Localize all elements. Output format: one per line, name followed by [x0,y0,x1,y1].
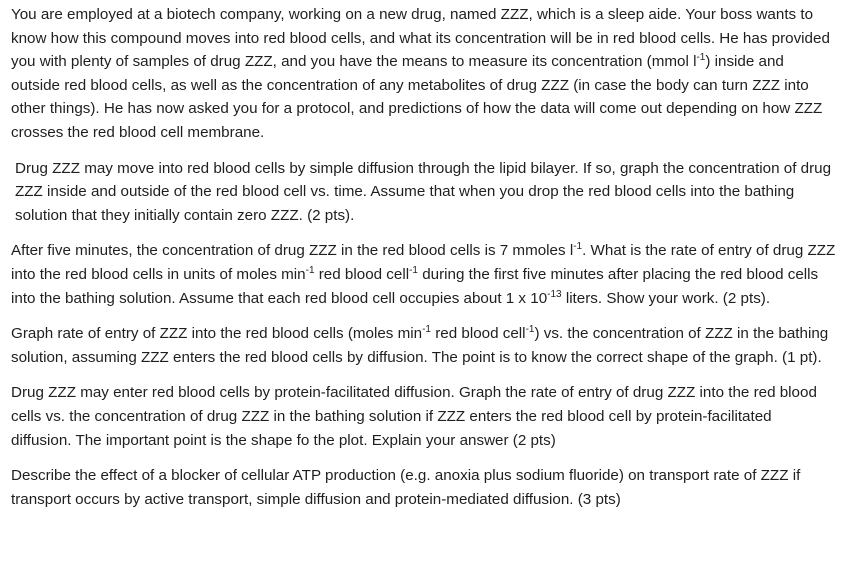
question-atp-blocker [11,464,836,511]
question-2-superscript-1: -1 [573,241,583,253]
question-simple-diffusion-graph [11,157,836,228]
question-1-text: Drug ZZZ may move into red blood cells by simple diffusion through the lipid bilayer. If so, graph the concentration of drug ZZZ inside and outside of the red blood cell vs. time. Assume that when you drop the red blood cells into the bathing solution that they initially contain zero ZZZ. (2 pts). [15,159,832,224]
question-2-superscript-4: -13 [547,288,562,300]
question-2-text-2: . What is the rate of entry of drug ZZZ into the red blood cells in units of moles min [11,242,836,283]
question-rate-vs-concentration [11,322,836,369]
question-3-text-1: Graph rate of entry of ZZZ into the red blood cells (moles min [11,325,423,343]
question-3-text-3: ) vs. the concentration of ZZZ in the bathing solution, assuming ZZZ enters the red blood cells by diffusion. The point is to know the correct shape of the graph. (1 pt). [11,325,829,366]
question-2-superscript-3: -1 [409,264,418,276]
question-2-text-3: red blood cell [314,265,410,283]
question-2-text-4: during the first five minutes after placing the red blood cells into the bathing solution. Assume that each red blood cell occupies about 1 x 10 [11,265,819,307]
question-2-superscript-2: -1 [305,264,315,276]
question-3-superscript-1: -1 [422,324,431,336]
intro-paragraph [11,3,836,145]
intro-text-2: ) inside and outside red blood cells, as well as the concentration of any metabolites of drug ZZZ (in case the body can turn ZZZ into other things). He has now asked you for a protocol, and predictions of how the data will come out depending on how ZZZ crosses the red blood cell membrane. [11,53,823,141]
question-2-text-1: After five minutes, the concentration of drug ZZZ in the red blood cells is 7 mmoles l [11,242,574,260]
question-facilitated-diffusion [11,381,836,452]
intro-superscript: -1 [696,52,706,64]
question-2-text-5: liters. Show your work. (2 pts). [561,289,771,307]
intro-text-1: You are employed at a biotech company, working on a new drug, named ZZZ, which is a sleep aide. Your boss wants to know how this compound moves into red blood cells, and what its concentration will be in red blood cells. He has provided you with plenty of samples of drug ZZZ, and you have the means to measure its concentration (mmol l [11,6,830,71]
question-5-text: Describe the effect of a blocker of cellular ATP production (e.g. anoxia plus sodium fluoride) on transport rate of ZZZ if transport occurs by active transport, simple diffusion and protein-mediated diffusion. (3 pts) [11,467,801,508]
question-3-text-2: red blood cell [431,325,526,343]
question-rate-of-entry [11,239,836,310]
document-body [11,3,836,511]
question-4-text: Drug ZZZ may enter red blood cells by protein-facilitated diffusion. Graph the rate of entry of drug ZZZ into the red blood cells vs. the concentration of drug ZZZ in the bathing solution if ZZZ enters the red blood cell by protein-facilitated diffusion. The important point is the shape fo the plot. Explain your answer (2 pts) [11,384,817,449]
question-3-superscript-2: -1 [525,324,535,336]
